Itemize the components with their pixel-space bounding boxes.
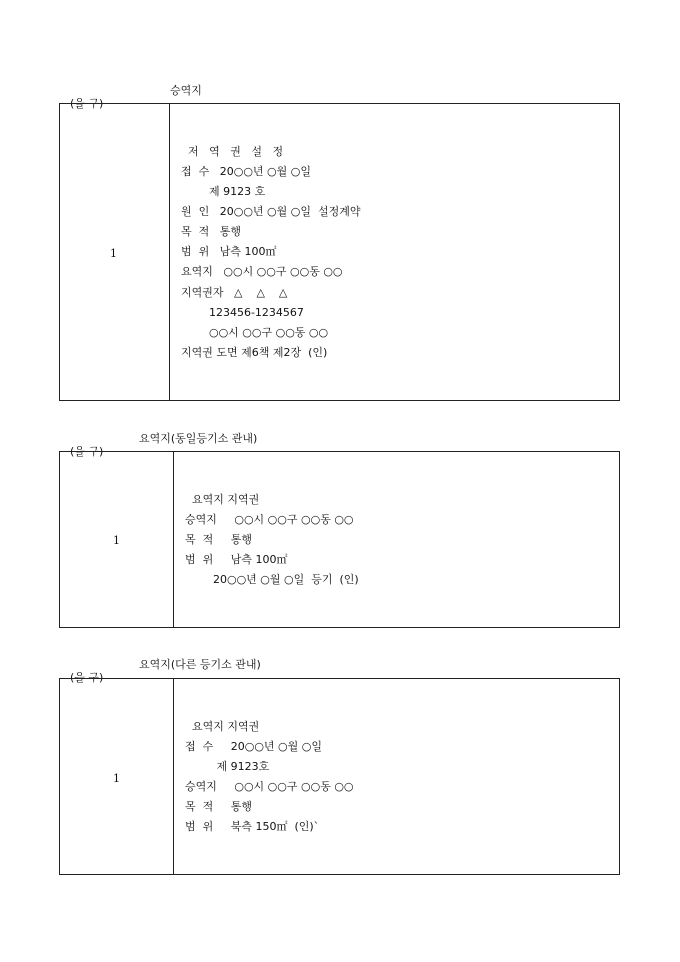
section-1-line-5: 목 적 통행 xyxy=(181,225,241,238)
section-2-line-3: 목 적 통행 xyxy=(185,533,252,546)
section-1-line-9: 123456-1234567 xyxy=(181,306,304,319)
section-1-line-11: 지역권 도면 제6책 제2장 (인) xyxy=(181,346,328,359)
section-1-line-6: 범 위 남측 100㎡ xyxy=(181,245,277,258)
section-1-line-7: 요역지 ○○시 ○○구 ○○동 ○○ xyxy=(181,265,343,278)
section-3-title: 요역지(다른 등기소 관내) xyxy=(139,658,261,671)
section-3-table xyxy=(59,678,620,875)
section-1-line-3: 제 9123 호 xyxy=(181,185,266,198)
section-3-line-4: 승역지 ○○시 ○○구 ○○동 ○○ xyxy=(185,780,354,793)
section-3-line-5: 목 적 통행 xyxy=(185,800,252,813)
section-2-line-1: 요역지 지역권 xyxy=(185,493,260,506)
section-2-number: 1 xyxy=(113,534,120,547)
section-3-line-6: 범 위 북측 150㎡ (인)` xyxy=(185,820,320,833)
section-1-line-4: 원 인 20○○년 ○월 ○일 설정계약 xyxy=(181,205,361,218)
section-2-table xyxy=(59,451,620,628)
section-2-tag: (을 구) xyxy=(70,445,104,458)
section-2-line-5: 20○○년 ○월 ○일 등기 (인) xyxy=(185,573,359,586)
section-1-tag: (을 구) xyxy=(70,97,104,110)
section-3-divider xyxy=(173,679,174,874)
section-2-line-2: 승역지 ○○시 ○○구 ○○동 ○○ xyxy=(185,513,354,526)
section-1-line-2: 접 수 20○○년 ○월 ○일 xyxy=(181,165,311,178)
section-3-line-1: 요역지 지역권 xyxy=(185,720,260,733)
section-1-table xyxy=(59,103,620,401)
section-3-tag: (을 구) xyxy=(70,671,104,684)
section-1-line-8: 지역권자 △ △ △ xyxy=(181,286,288,299)
section-3-line-3: 제 9123호 xyxy=(185,760,270,773)
section-2-line-4: 범 위 남측 100㎡ xyxy=(185,553,288,566)
section-1-divider xyxy=(169,104,170,400)
section-3-line-2: 접 수 20○○년 ○월 ○일 xyxy=(185,740,322,753)
section-2-title: 요역지(동일등기소 관내) xyxy=(139,432,258,445)
section-1-line-10: ○○시 ○○구 ○○동 ○○ xyxy=(181,326,329,339)
section-1-number: 1 xyxy=(110,247,117,260)
section-2-divider xyxy=(173,452,174,627)
section-1-line-1: 저 역 권 설 정 xyxy=(181,145,284,158)
section-1-title: 승역지 xyxy=(170,84,202,97)
section-3-number: 1 xyxy=(113,772,120,785)
